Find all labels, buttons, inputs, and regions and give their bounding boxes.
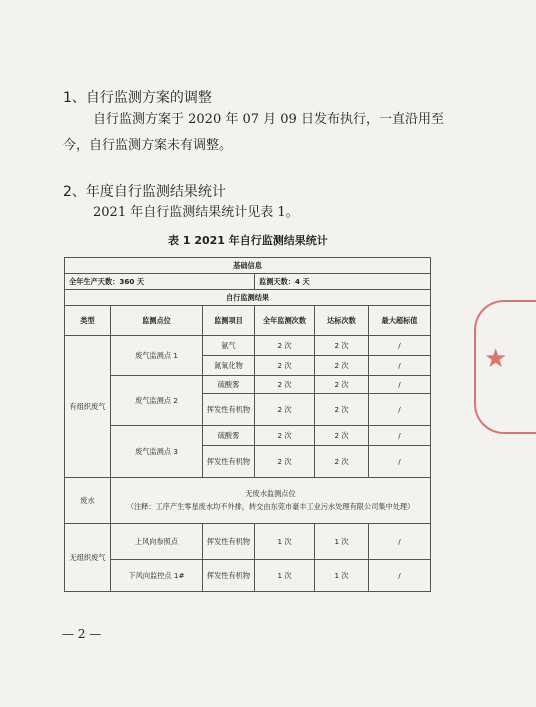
col-header-type: 类型 — [65, 306, 111, 336]
count-cell: 2 次 — [255, 356, 315, 376]
section1-heading: 1、自行监测方案的调整 — [63, 90, 212, 106]
wastewater-note — [111, 478, 431, 524]
pass-cell: 2 次 — [315, 376, 369, 394]
section2-heading: 2、年度自行监测结果统计 — [63, 184, 226, 200]
max-cell: / — [369, 446, 431, 478]
type-organized: 有组织废气 — [65, 336, 111, 478]
item-cell: 氮氧化物 — [203, 356, 255, 376]
table-row — [65, 426, 431, 446]
point-cell: 上风向参照点 — [111, 524, 203, 560]
col-header-pass: 达标次数 — [315, 306, 369, 336]
basic-info-header: 基础信息 — [65, 258, 431, 274]
type-wastewater: 废水 — [65, 478, 111, 524]
point-1: 废气监测点 1 — [111, 336, 203, 376]
page-number: — 2 — — [62, 627, 102, 641]
table-caption: 表 1 2021 年自行监测结果统计 — [168, 234, 328, 247]
max-cell: / — [369, 560, 431, 592]
type-unorganized: 无组织废气 — [65, 524, 111, 592]
section1-paragraph-line2: 今，自行监测方案未有调整。 — [63, 138, 233, 153]
max-cell: / — [369, 336, 431, 356]
section2-paragraph: 2021 年自行监测结果统计见表 1。 — [93, 205, 299, 220]
company-seal — [474, 300, 514, 430]
pass-cell: 2 次 — [315, 426, 369, 446]
results-header: 自行监测结果 — [65, 290, 431, 306]
item-cell: 硫酸雾 — [203, 426, 255, 446]
max-cell: / — [369, 394, 431, 426]
production-days: 全年生产天数：360 天 — [65, 274, 255, 290]
count-cell: 2 次 — [255, 446, 315, 478]
col-header-item: 监测项目 — [203, 306, 255, 336]
col-header-count: 全年监测次数 — [255, 306, 315, 336]
item-cell: 挥发性有机物 — [203, 446, 255, 478]
table-row — [65, 478, 431, 524]
monitoring-days: 监测天数：4 天 — [255, 274, 431, 290]
table-row — [65, 560, 431, 592]
point-2: 废气监测点 2 — [111, 376, 203, 426]
results-table — [64, 257, 431, 592]
wastewater-note-line2: （注释：工序产生零星废水均不外排，转交由东莞市豪丰工业污水处理有限公司集中处理） — [126, 502, 415, 511]
col-header-max: 最大超标值 — [369, 306, 431, 336]
max-cell: / — [369, 356, 431, 376]
count-cell: 2 次 — [255, 426, 315, 446]
item-cell: 挥发性有机物 — [203, 524, 255, 560]
count-cell: 2 次 — [255, 336, 315, 356]
item-cell: 硫酸雾 — [203, 376, 255, 394]
wastewater-note-line1: 无废水监测点位 — [245, 489, 296, 498]
table-row — [65, 336, 431, 356]
point-cell: 下风向监控点 1# — [111, 560, 203, 592]
pass-cell: 2 次 — [315, 446, 369, 478]
table-row — [65, 524, 431, 560]
pass-cell: 2 次 — [315, 356, 369, 376]
count-cell: 2 次 — [255, 394, 315, 426]
seal-star-icon: ★ — [484, 344, 508, 374]
pass-cell: 2 次 — [315, 394, 369, 426]
item-cell: 挥发性有机物 — [203, 560, 255, 592]
pass-cell: 2 次 — [315, 336, 369, 356]
max-cell: / — [369, 376, 431, 394]
section1-paragraph-line1: 自行监测方案于 2020 年 07 月 09 日发布执行，一直沿用至 — [93, 112, 444, 127]
col-header-point: 监测点位 — [111, 306, 203, 336]
count-cell: 2 次 — [255, 376, 315, 394]
table-row — [65, 376, 431, 394]
pass-cell: 1 次 — [315, 524, 369, 560]
item-cell: 挥发性有机物 — [203, 394, 255, 426]
pass-cell: 1 次 — [315, 560, 369, 592]
max-cell: / — [369, 426, 431, 446]
count-cell: 1 次 — [255, 560, 315, 592]
item-cell: 氨气 — [203, 336, 255, 356]
max-cell: / — [369, 524, 431, 560]
point-3: 废气监测点 3 — [111, 426, 203, 478]
count-cell: 1 次 — [255, 524, 315, 560]
